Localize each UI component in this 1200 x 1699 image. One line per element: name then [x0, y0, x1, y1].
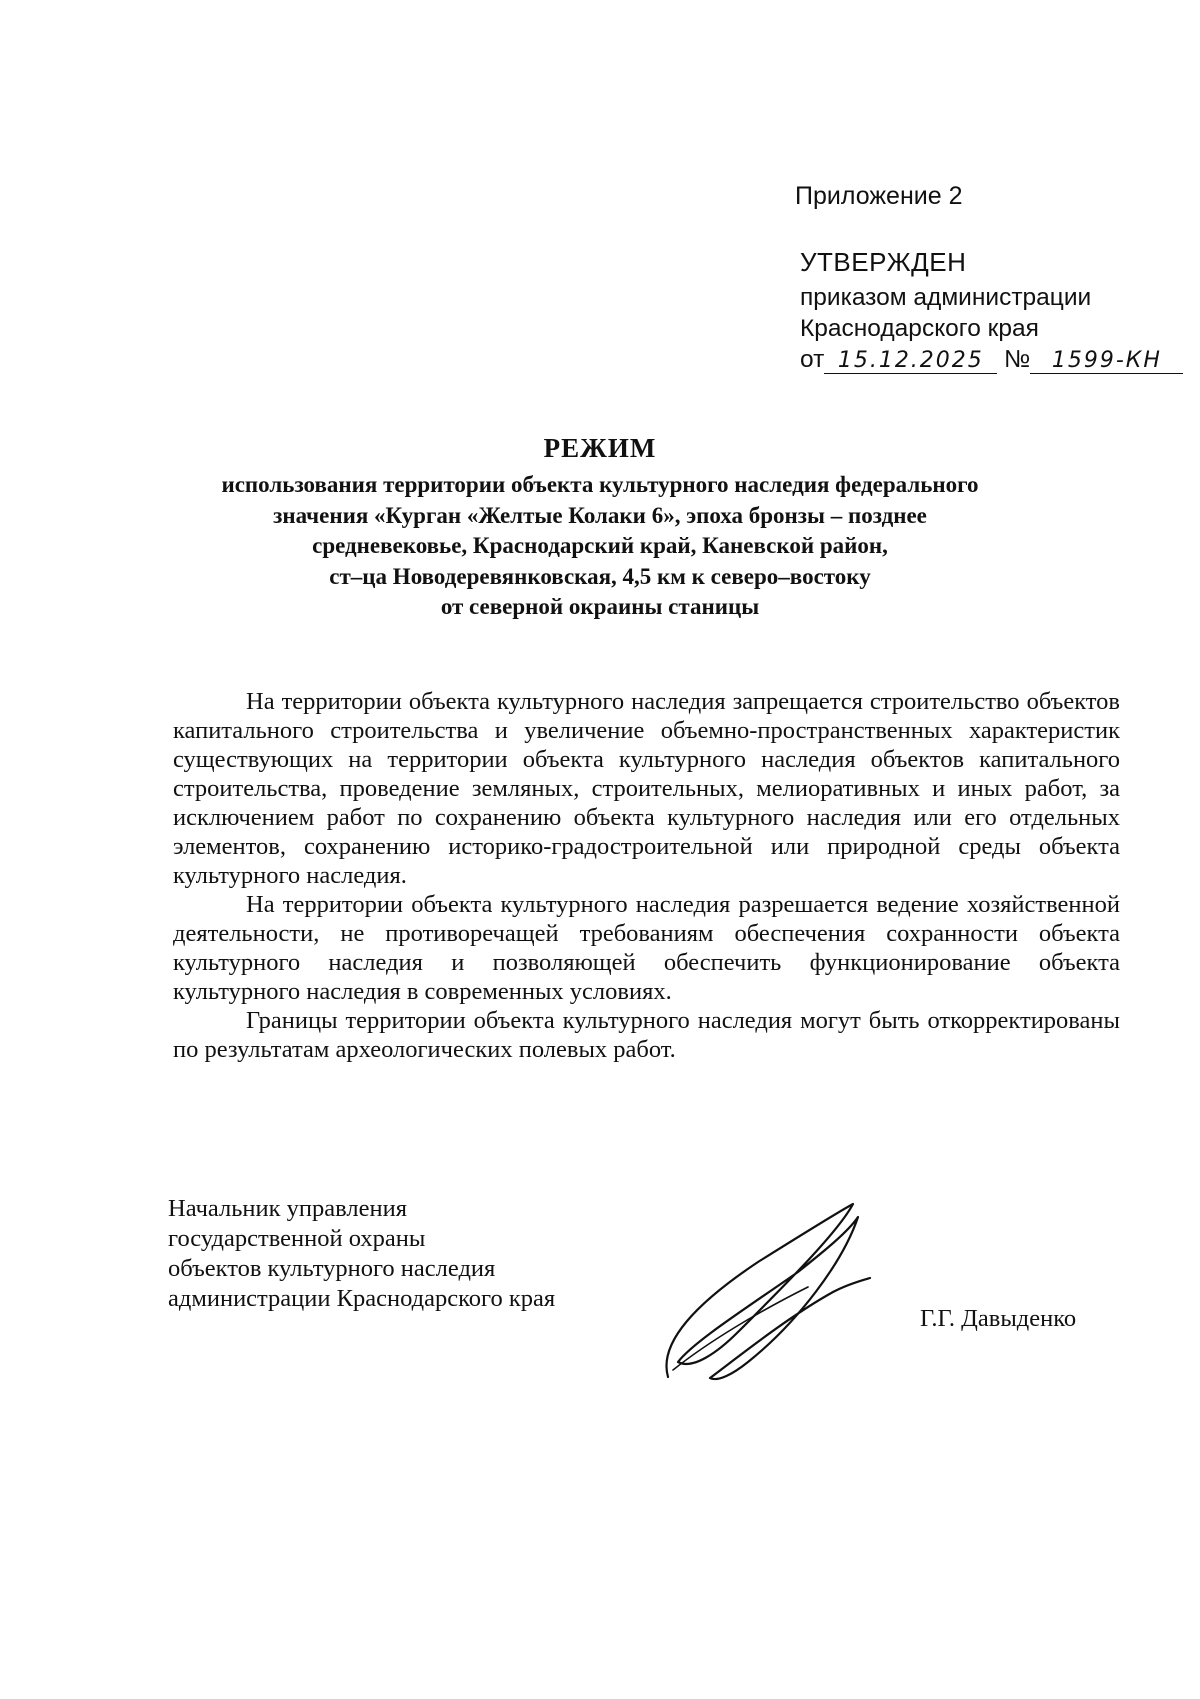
subtitle-line: ст–ца Новодеревянковская, 4,5 км к северо–востоку — [329, 563, 871, 589]
order-date-number-line — [800, 344, 1183, 375]
subtitle-line: использования территории объекта культурного наследия федерального — [221, 472, 979, 497]
subtitle-line: от северной окраины станицы — [440, 594, 760, 619]
position-line: объектов культурного наследия — [168, 1255, 496, 1282]
position-line: государственной охраны — [168, 1225, 426, 1252]
handwritten-signature — [648, 1192, 878, 1392]
document-title: РЕЖИМ — [543, 433, 657, 463]
document-subtitle — [150, 470, 1050, 623]
body-paragraph-boundaries: Границы территории объекта культурного наследия могут быть откорректированы по результатам археологических полевых работ. — [173, 1007, 1120, 1063]
body-paragraph-prohibitions: На территории объекта культурного наследия запрещается строительство объектов капитального строительства и увеличение объемно-пространственных характеристик существующих на территории объекта культурного наследия объектов капитального строительства, проведение земляных, строительных, мелиоративных и иных работ, за исключением работ по сохранению объекта культурного наследия или его отдельных элементов, сохранению историко-градостроительной или природной среды объекта культурного наследия. — [173, 688, 1120, 889]
handwritten-number: 1599-КН — [1030, 349, 1183, 374]
signer-name: Г.Г. Давыденко — [920, 1305, 1077, 1332]
document-body — [173, 687, 1120, 1064]
approval-block — [800, 247, 1183, 375]
position-line: Начальник управления — [168, 1195, 407, 1222]
appendix-label: Приложение 2 — [795, 182, 963, 210]
approval-stamp-title: УТВЕРЖДЕН — [800, 247, 967, 277]
subtitle-line: значения «Курган «Желтые Колаки 6», эпоха бронзы – позднее — [273, 502, 927, 528]
approval-line-1: приказом администрации — [800, 284, 1092, 311]
body-paragraph-permissions: На территории объекта культурного наследия разрешается ведение хозяйственной деятельности, не противоречащей требованиям обеспечения сохранности объекта культурного наследия и позволяющей обеспечить функционирование объекта культурного наследия в современных условиях. — [173, 891, 1120, 1005]
handwritten-date: 15.12.2025 — [824, 349, 997, 374]
position-line: администрации Краснодарского края — [168, 1285, 556, 1312]
document-heading — [150, 433, 1050, 623]
date-prefix: от — [800, 346, 825, 373]
signature-position-block — [168, 1194, 555, 1314]
subtitle-line: средневековье, Краснодарский край, Каневской район, — [312, 533, 888, 558]
approval-line-2: Краснодарского края — [800, 315, 1039, 342]
number-prefix: № — [1004, 346, 1031, 373]
